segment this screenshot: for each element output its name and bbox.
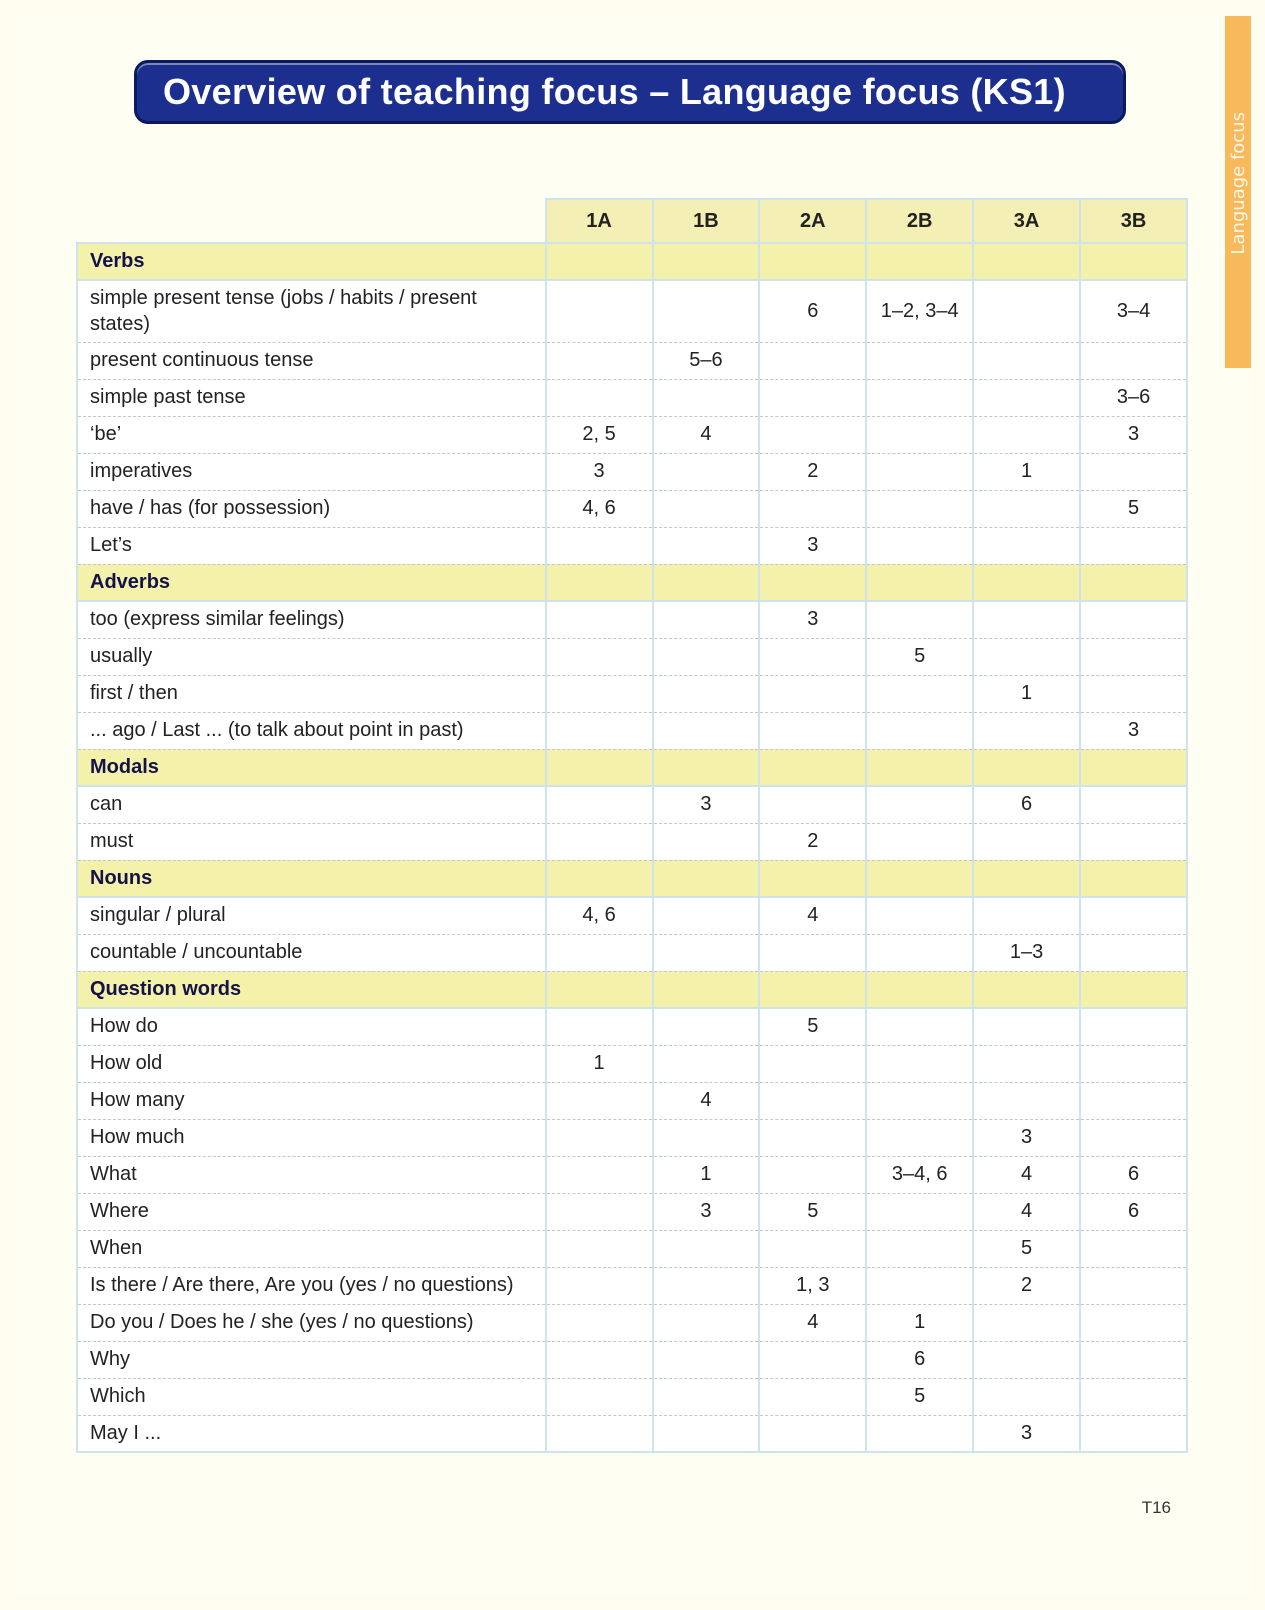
section-cell xyxy=(759,243,866,280)
table-cell xyxy=(973,342,1080,379)
table-row xyxy=(77,638,1187,675)
table-cell xyxy=(973,1045,1080,1082)
table-cell xyxy=(546,675,653,712)
table-cell xyxy=(546,786,653,823)
table-cell: 3 xyxy=(1080,712,1187,749)
table-row xyxy=(77,675,1187,712)
section-cell xyxy=(653,243,760,280)
table-cell xyxy=(546,712,653,749)
row-label: How do xyxy=(77,1008,546,1045)
section-cell xyxy=(653,860,760,897)
table-cell xyxy=(653,1378,760,1415)
table-cell xyxy=(866,823,973,860)
row-label: present continuous tense xyxy=(77,342,546,379)
table-row xyxy=(77,527,1187,564)
table-cell: 3 xyxy=(759,601,866,638)
section-row xyxy=(77,243,1187,280)
table-cell xyxy=(546,1230,653,1267)
table-row xyxy=(77,786,1187,823)
section-cell xyxy=(866,749,973,786)
table-cell: 1 xyxy=(973,453,1080,490)
table-cell xyxy=(653,1267,760,1304)
table-cell xyxy=(866,1045,973,1082)
section-cell xyxy=(1080,971,1187,1008)
table-cell xyxy=(866,934,973,971)
table-row xyxy=(77,1378,1187,1415)
table-cell: 1 xyxy=(653,1156,760,1193)
table-row xyxy=(77,490,1187,527)
section-cell xyxy=(653,749,760,786)
row-label: can xyxy=(77,786,546,823)
table-cell xyxy=(1080,453,1187,490)
section-cell xyxy=(653,564,760,601)
table-row xyxy=(77,1082,1187,1119)
table-cell xyxy=(653,1415,760,1452)
table-cell xyxy=(653,1304,760,1341)
table-cell xyxy=(866,1267,973,1304)
table-cell xyxy=(1080,1267,1187,1304)
table-cell xyxy=(1080,601,1187,638)
table-cell xyxy=(546,1008,653,1045)
table-row xyxy=(77,342,1187,379)
table-cell: 3–6 xyxy=(1080,379,1187,416)
table-cell xyxy=(973,823,1080,860)
table-cell xyxy=(653,1008,760,1045)
table-cell xyxy=(866,786,973,823)
table-cell xyxy=(546,379,653,416)
table-row xyxy=(77,1267,1187,1304)
section-cell xyxy=(759,971,866,1008)
section-cell xyxy=(866,860,973,897)
table-cell xyxy=(866,342,973,379)
table-cell xyxy=(546,1193,653,1230)
table-cell xyxy=(546,1119,653,1156)
table-cell xyxy=(759,342,866,379)
section-cell xyxy=(1080,860,1187,897)
table-cell xyxy=(1080,1008,1187,1045)
title-banner xyxy=(134,60,1126,124)
table-cell: 5 xyxy=(866,638,973,675)
table-cell xyxy=(866,453,973,490)
column-header: 3A xyxy=(973,199,1080,243)
section-heading: Adverbs xyxy=(77,564,546,601)
section-cell xyxy=(546,860,653,897)
table-cell: 1–2, 3–4 xyxy=(866,280,973,342)
row-label: Let’s xyxy=(77,527,546,564)
table-cell xyxy=(1080,1045,1187,1082)
table-cell xyxy=(546,823,653,860)
row-label: have / has (for possession) xyxy=(77,490,546,527)
table-cell: 3–4 xyxy=(1080,280,1187,342)
table-cell xyxy=(546,280,653,342)
table-cell xyxy=(1080,1082,1187,1119)
section-cell xyxy=(546,243,653,280)
table-cell xyxy=(653,1341,760,1378)
table-cell: 4, 6 xyxy=(546,897,653,934)
table-cell: 5 xyxy=(1080,490,1187,527)
header-row xyxy=(77,199,1187,243)
table-row xyxy=(77,1341,1187,1378)
table-cell xyxy=(866,675,973,712)
table-cell xyxy=(653,1230,760,1267)
table-row xyxy=(77,934,1187,971)
table-cell: 5 xyxy=(866,1378,973,1415)
table-cell xyxy=(546,1415,653,1452)
section-heading: Question words xyxy=(77,971,546,1008)
language-focus-table xyxy=(76,198,1188,1453)
table-cell: 6 xyxy=(866,1341,973,1378)
table-cell xyxy=(653,712,760,749)
table-cell: 2, 5 xyxy=(546,416,653,453)
table-cell xyxy=(546,1341,653,1378)
table-cell xyxy=(866,416,973,453)
table-row xyxy=(77,1008,1187,1045)
section-cell xyxy=(866,564,973,601)
column-header: 1B xyxy=(653,199,760,243)
header-blank xyxy=(77,199,546,243)
table-cell xyxy=(1080,527,1187,564)
table-cell xyxy=(653,934,760,971)
row-label: imperatives xyxy=(77,453,546,490)
column-header: 2A xyxy=(759,199,866,243)
table-cell xyxy=(546,1304,653,1341)
row-label: countable / uncountable xyxy=(77,934,546,971)
table-row xyxy=(77,1304,1187,1341)
table-cell xyxy=(866,490,973,527)
table-cell: 1–3 xyxy=(973,934,1080,971)
column-header: 1A xyxy=(546,199,653,243)
table-cell xyxy=(973,379,1080,416)
table-cell: 1 xyxy=(546,1045,653,1082)
row-label: What xyxy=(77,1156,546,1193)
table-row xyxy=(77,1119,1187,1156)
table-cell xyxy=(973,897,1080,934)
table-cell xyxy=(653,280,760,342)
table-cell: 1 xyxy=(973,675,1080,712)
page-number: T16 xyxy=(1141,1498,1171,1517)
section-cell xyxy=(653,971,760,1008)
table-cell xyxy=(866,1193,973,1230)
table-cell xyxy=(973,638,1080,675)
table-cell xyxy=(546,1082,653,1119)
table-cell xyxy=(1080,1304,1187,1341)
row-label: usually xyxy=(77,638,546,675)
table-cell xyxy=(866,1415,973,1452)
table-cell xyxy=(546,342,653,379)
table-cell xyxy=(759,1230,866,1267)
section-cell xyxy=(973,749,1080,786)
table-cell xyxy=(653,638,760,675)
table-cell xyxy=(759,786,866,823)
table-cell xyxy=(653,453,760,490)
table-cell: 5 xyxy=(759,1193,866,1230)
table-cell: 5 xyxy=(759,1008,866,1045)
table-cell: 4, 6 xyxy=(546,490,653,527)
section-cell xyxy=(973,971,1080,1008)
table-cell: 3 xyxy=(653,1193,760,1230)
table-cell xyxy=(973,416,1080,453)
table-cell xyxy=(866,897,973,934)
table-cell xyxy=(1080,1119,1187,1156)
table-body xyxy=(77,243,1187,1452)
section-cell xyxy=(866,971,973,1008)
column-header: 3B xyxy=(1080,199,1187,243)
section-cell xyxy=(759,860,866,897)
table-cell xyxy=(546,1378,653,1415)
table-cell xyxy=(759,1082,866,1119)
section-heading: Modals xyxy=(77,749,546,786)
row-label: Is there / Are there, Are you (yes / no questions) xyxy=(77,1267,546,1304)
table-cell xyxy=(653,897,760,934)
table-cell: 2 xyxy=(759,453,866,490)
table-cell: 6 xyxy=(759,280,866,342)
table-cell xyxy=(866,1230,973,1267)
row-label: ... ago / Last ... (to talk about point in past) xyxy=(77,712,546,749)
table-cell xyxy=(866,379,973,416)
table-cell xyxy=(1080,342,1187,379)
section-cell xyxy=(973,860,1080,897)
table-cell: 3 xyxy=(1080,416,1187,453)
table-cell xyxy=(653,1119,760,1156)
side-tab-label: Language focus xyxy=(1227,112,1249,255)
table-cell: 6 xyxy=(973,786,1080,823)
table-cell xyxy=(653,490,760,527)
table-cell xyxy=(546,1267,653,1304)
table-cell xyxy=(759,638,866,675)
section-cell xyxy=(1080,243,1187,280)
table-cell: 3 xyxy=(973,1415,1080,1452)
table-row xyxy=(77,1415,1187,1452)
table-row xyxy=(77,823,1187,860)
row-label: simple past tense xyxy=(77,379,546,416)
table-row xyxy=(77,1230,1187,1267)
table-cell: 4 xyxy=(653,1082,760,1119)
table-row xyxy=(77,712,1187,749)
section-row xyxy=(77,860,1187,897)
table-cell xyxy=(759,490,866,527)
section-cell xyxy=(973,243,1080,280)
row-label: singular / plural xyxy=(77,897,546,934)
table-cell: 4 xyxy=(759,1304,866,1341)
table-cell xyxy=(973,1008,1080,1045)
table-cell xyxy=(1080,675,1187,712)
page-title: Overview of teaching focus – Language focus (KS1) xyxy=(163,71,1066,112)
section-cell xyxy=(866,243,973,280)
section-row xyxy=(77,971,1187,1008)
table-cell xyxy=(759,379,866,416)
table-cell xyxy=(759,1378,866,1415)
row-label: must xyxy=(77,823,546,860)
table-cell: 3 xyxy=(759,527,866,564)
section-cell xyxy=(546,564,653,601)
table-cell xyxy=(759,1415,866,1452)
table-cell: 4 xyxy=(973,1156,1080,1193)
section-cell xyxy=(1080,749,1187,786)
row-label: May I ... xyxy=(77,1415,546,1452)
table-cell xyxy=(653,379,760,416)
table-cell xyxy=(1080,1378,1187,1415)
table-row xyxy=(77,1193,1187,1230)
table-cell xyxy=(759,934,866,971)
table-cell xyxy=(1080,1230,1187,1267)
row-label: How many xyxy=(77,1082,546,1119)
table-cell xyxy=(759,416,866,453)
row-label: Where xyxy=(77,1193,546,1230)
section-cell xyxy=(546,971,653,1008)
table-cell xyxy=(973,527,1080,564)
row-label: first / then xyxy=(77,675,546,712)
table-cell: 4 xyxy=(759,897,866,934)
table-cell xyxy=(1080,897,1187,934)
section-cell xyxy=(546,749,653,786)
section-heading: Nouns xyxy=(77,860,546,897)
row-label: Do you / Does he / she (yes / no questions) xyxy=(77,1304,546,1341)
table-cell: 6 xyxy=(1080,1156,1187,1193)
section-cell xyxy=(759,749,866,786)
table-cell xyxy=(973,490,1080,527)
table-cell: 1, 3 xyxy=(759,1267,866,1304)
table-cell: 3 xyxy=(973,1119,1080,1156)
table-cell: 5 xyxy=(973,1230,1080,1267)
section-row xyxy=(77,749,1187,786)
table-cell: 6 xyxy=(1080,1193,1187,1230)
table-cell xyxy=(1080,786,1187,823)
table-cell xyxy=(1080,1415,1187,1452)
table-cell: 4 xyxy=(973,1193,1080,1230)
table-cell xyxy=(1080,823,1187,860)
table-row xyxy=(77,897,1187,934)
section-row xyxy=(77,564,1187,601)
table-row xyxy=(77,280,1187,342)
column-header: 2B xyxy=(866,199,973,243)
table-cell: 1 xyxy=(866,1304,973,1341)
table-row xyxy=(77,416,1187,453)
table-cell: 3 xyxy=(546,453,653,490)
table-cell: 4 xyxy=(653,416,760,453)
table-cell xyxy=(973,601,1080,638)
row-label: How old xyxy=(77,1045,546,1082)
table-cell: 2 xyxy=(759,823,866,860)
table-cell xyxy=(759,1341,866,1378)
table-cell: 5–6 xyxy=(653,342,760,379)
table-cell xyxy=(759,675,866,712)
table-cell xyxy=(866,712,973,749)
table-cell: 3–4, 6 xyxy=(866,1156,973,1193)
table-cell xyxy=(546,1156,653,1193)
table-cell xyxy=(973,280,1080,342)
table-cell: 2 xyxy=(973,1267,1080,1304)
table-cell xyxy=(973,1082,1080,1119)
table-cell xyxy=(653,823,760,860)
table-row xyxy=(77,453,1187,490)
table-row xyxy=(77,601,1187,638)
table-cell xyxy=(653,675,760,712)
table-cell xyxy=(653,1045,760,1082)
table-cell xyxy=(653,601,760,638)
table-cell xyxy=(973,1304,1080,1341)
table-cell xyxy=(759,1119,866,1156)
table-cell xyxy=(546,638,653,675)
table-cell xyxy=(759,1045,866,1082)
table-cell: 3 xyxy=(653,786,760,823)
section-heading: Verbs xyxy=(77,243,546,280)
table-row xyxy=(77,1045,1187,1082)
row-label: When xyxy=(77,1230,546,1267)
table-cell xyxy=(973,712,1080,749)
table-row xyxy=(77,1156,1187,1193)
table-cell xyxy=(866,527,973,564)
table-cell xyxy=(546,934,653,971)
table-cell xyxy=(1080,934,1187,971)
row-label: Which xyxy=(77,1378,546,1415)
table-cell xyxy=(866,1082,973,1119)
row-label: How much xyxy=(77,1119,546,1156)
row-label: Why xyxy=(77,1341,546,1378)
side-tab xyxy=(1225,16,1251,368)
table-cell xyxy=(1080,638,1187,675)
table-cell xyxy=(546,527,653,564)
table-cell xyxy=(866,601,973,638)
table-cell xyxy=(866,1119,973,1156)
section-cell xyxy=(759,564,866,601)
table-cell xyxy=(973,1378,1080,1415)
section-cell xyxy=(973,564,1080,601)
row-label: ‘be’ xyxy=(77,416,546,453)
table-cell xyxy=(759,1156,866,1193)
table-cell xyxy=(1080,1341,1187,1378)
row-label: too (express similar feelings) xyxy=(77,601,546,638)
table-row xyxy=(77,379,1187,416)
section-cell xyxy=(1080,564,1187,601)
table-cell xyxy=(546,601,653,638)
row-label: simple present tense (jobs / habits / present states) xyxy=(77,280,546,342)
table-cell xyxy=(653,527,760,564)
table-cell xyxy=(973,1341,1080,1378)
table-cell xyxy=(866,1008,973,1045)
table-cell xyxy=(759,712,866,749)
